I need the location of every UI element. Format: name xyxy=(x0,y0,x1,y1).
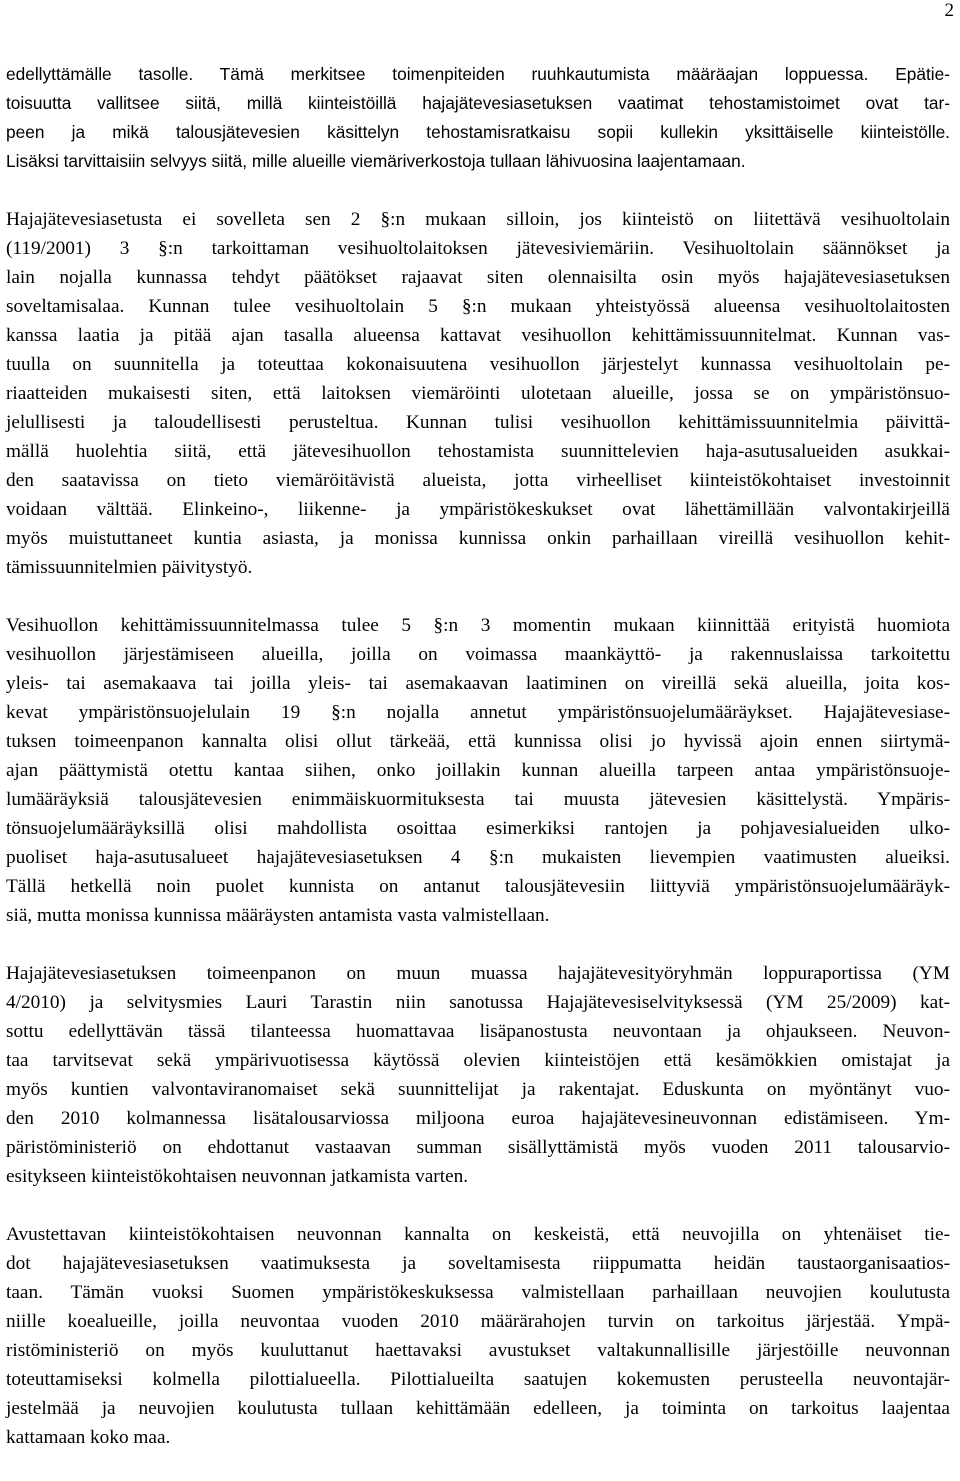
text-line: puoliset haja-asutusalueet hajajätevesiasetuksen 4 §:n mukaisten lievempien vaatimusten alueiksi. xyxy=(6,847,950,868)
text-line: kevat ympäristönsuojelulain 19 §:n nojalla annetut ympäristönsuojelumääräykset. Hajajätevesiase- xyxy=(6,702,950,723)
paragraph-5 xyxy=(6,1220,950,1452)
text-line: peen ja mikä talousjätevesien käsittelyn tehostamisratkaisu sopii kullekin yksittäiselle kiinteistölle. xyxy=(6,122,950,142)
text-line: tuksen toimeenpanon kannalta olisi ollut tärkeää, että kunnissa olisi jo hyvissä ajoin ennen siirtymä- xyxy=(6,731,950,752)
text-line: (119/2001) 3 §:n tarkoittaman vesihuoltolaitoksen jätevesiviemäriin. Vesihuoltolain säännökset ja xyxy=(6,238,950,259)
text-line: lumääräyksiä talousjätevesien enimmäiskuormituksesta tai muusta jätevesien käsittelystä. Ympäris- xyxy=(6,789,950,810)
text-line: Avustettavan kiinteistökohtaisen neuvonnan kannalta on keskeistä, että neuvojilla on yhtenäiset tie- xyxy=(6,1224,950,1245)
text-line: soveltamisalaa. Kunnan tulee vesihuoltolain 5 §:n mukaan yhteistyössä alueensa vesihuoltolaitosten xyxy=(6,296,950,317)
text-line: edellyttämälle tasolle. Tämä merkitsee toimenpiteiden ruuhkautumista määräajan loppuessa. Epätie- xyxy=(6,64,950,84)
paragraph-3 xyxy=(6,611,950,930)
text-line: niille koealueille, joilla neuvontaa vuoden 2010 määrärahojen turvin on tarkoitus järjestää. Ympä- xyxy=(6,1311,950,1332)
text-line: den 2010 kolmannessa lisätalousarviossa miljoona euroa hajajätevesineuvonnan edistämiseen. Ym- xyxy=(6,1108,950,1129)
document-body xyxy=(6,60,950,1481)
text-line: dot hajajätevesiasetuksen vaatimuksesta ja soveltamisesta riippumatta heidän taustaorganisaatios- xyxy=(6,1253,950,1274)
text-line: den saatavissa on tieto viemäröitävistä alueista, jotta virheelliset kiinteistökohtaiset investoinnit xyxy=(6,470,950,491)
text-line: taa tarvitsevat sekä ympärivuotisessa käytössä olevien kiinteistöjen että kesämökkien omistajat ja xyxy=(6,1050,950,1071)
text-line: mällä huolehtia siitä, että jätevesihuollon tehostamista suunnittelevien haja-asutusalueiden asukkai- xyxy=(6,441,950,462)
text-line: kanssa laatia ja pitää ajan tasalla alueensa kattavat vesihuollon kehittämissuunnitelmat. Kunnan vas- xyxy=(6,325,950,346)
text-line: vesihuollon järjestämiseen alueilla, joilla on voimassa maankäyttö- ja rakennuslaissa tarkoitettu xyxy=(6,644,950,665)
text-line: ajan päättymistä otettu kantaa siihen, onko joillakin kunnan alueilla tarpeen antaa ympäristönsuoje- xyxy=(6,760,950,781)
text-line: tuulla on suunnitella ja toteuttaa kokonaisuutena vesihuollon järjestelyt kunnassa vesihuoltolain pe- xyxy=(6,354,950,375)
text-line: Vesihuollon kehittämissuunnitelmassa tulee 5 §:n 3 momentin mukaan kiinnittää erityistä huomiota xyxy=(6,615,950,636)
text-line: Lisäksi tarvittaisiin selvyys siitä, mille alueille viemäriverkostoja tullaan lähivuosina laajentamaan. xyxy=(6,151,746,171)
paragraph-2 xyxy=(6,205,950,582)
text-line: sottu edellyttävän tässä tilanteessa huomattavaa lisäpanostusta neuvontaan ja ohjaukseen. Neuvon- xyxy=(6,1021,950,1042)
text-line: myös kuntien valvontaviranomaiset sekä suunnittelijat ja rakentajat. Eduskunta on myöntänyt vuo- xyxy=(6,1079,950,1100)
text-line: voidaan välttää. Elinkeino-, liikenne- ja ympäristökeskukset ovat lähettämillään valvontakirjeillä xyxy=(6,499,950,520)
text-line: Hajajätevesiasetuksen toimeenpanon on muun muassa hajajätevesityöryhmän loppuraportissa (YM xyxy=(6,963,950,984)
text-line: jelullisesti ja taloudellisesti perusteltua. Kunnan tulisi vesihuollon kehittämissuunnitelmia päivittä- xyxy=(6,412,950,433)
text-line: toisuutta vallitsee siitä, millä kiinteistöillä hajajätevesiasetuksen vaatimat tehostamistoimet ovat tar- xyxy=(6,93,950,113)
text-line: toteuttamiseksi kolmella pilottialueella. Pilottialueilta saatujen kokemusten perusteella neuvontajär- xyxy=(6,1369,950,1390)
text-line: tämissuunnitelmien päivitystyö. xyxy=(6,557,253,578)
text-line: yleis- tai asemakaava tai joilla yleis- tai asemakaavan laatiminen on vireillä sekä alueilla, joita kos- xyxy=(6,673,950,694)
paragraph-1 xyxy=(6,60,950,176)
text-line: jestelmää ja neuvojien koulutusta tullaan kehittämään edelleen, ja toiminta on tarkoitus laajentaa xyxy=(6,1398,950,1419)
page-number: 2 xyxy=(944,0,954,21)
text-line: Hajajätevesiasetusta ei sovelleta sen 2 §:n mukaan silloin, jos kiinteistö on liitettävä vesihuoltolain xyxy=(6,209,950,230)
text-line: ristöministeriö on myös kuuluttanut haettavaksi avustukset valtakunnallisille järjestöille neuvonnan xyxy=(6,1340,950,1361)
paragraph-4 xyxy=(6,959,950,1191)
text-line: esitykseen kiinteistökohtaisen neuvonnan jatkamista varten. xyxy=(6,1166,469,1187)
text-line: päristöministeriö on ehdottanut vastaavan summan sisällyttämistä myös vuoden 2011 talousarvio- xyxy=(6,1137,950,1158)
text-line: lain nojalla kunnassa tehdyt päätökset rajaavat siten olennaisilta osin myös hajajätevesiasetuksen xyxy=(6,267,950,288)
text-line: taan. Tämän vuoksi Suomen ympäristökeskuksessa valmistellaan parhaillaan neuvojien koulutusta xyxy=(6,1282,950,1303)
text-line: 4/2010) ja selvitysmies Lauri Tarastin niin sanotussa Hajajätevesiselvityksessä (YM 25/2009) kat- xyxy=(6,992,950,1013)
text-line: kattamaan koko maa. xyxy=(6,1427,171,1448)
text-line: riaatteiden mukaisesti siten, että laitoksen viemäröinti ulotetaan alueille, jossa se on ympäristönsuo- xyxy=(6,383,950,404)
text-line: myös muistuttaneet kuntia asiasta, ja monissa kunnissa onkin parhaillaan vireillä vesihuollon kehit- xyxy=(6,528,950,549)
text-line: tönsuojelumääräyksillä olisi mahdollista osoittaa esimerkiksi rantojen ja pohjavesialueiden ulko- xyxy=(6,818,950,839)
text-line: siä, mutta monissa kunnissa määräysten antamista vasta valmistellaan. xyxy=(6,905,550,926)
text-line: Tällä hetkellä noin puolet kunnista on antanut talousjätevesiin liittyviä ympäristönsuojelumääräyk- xyxy=(6,876,950,897)
